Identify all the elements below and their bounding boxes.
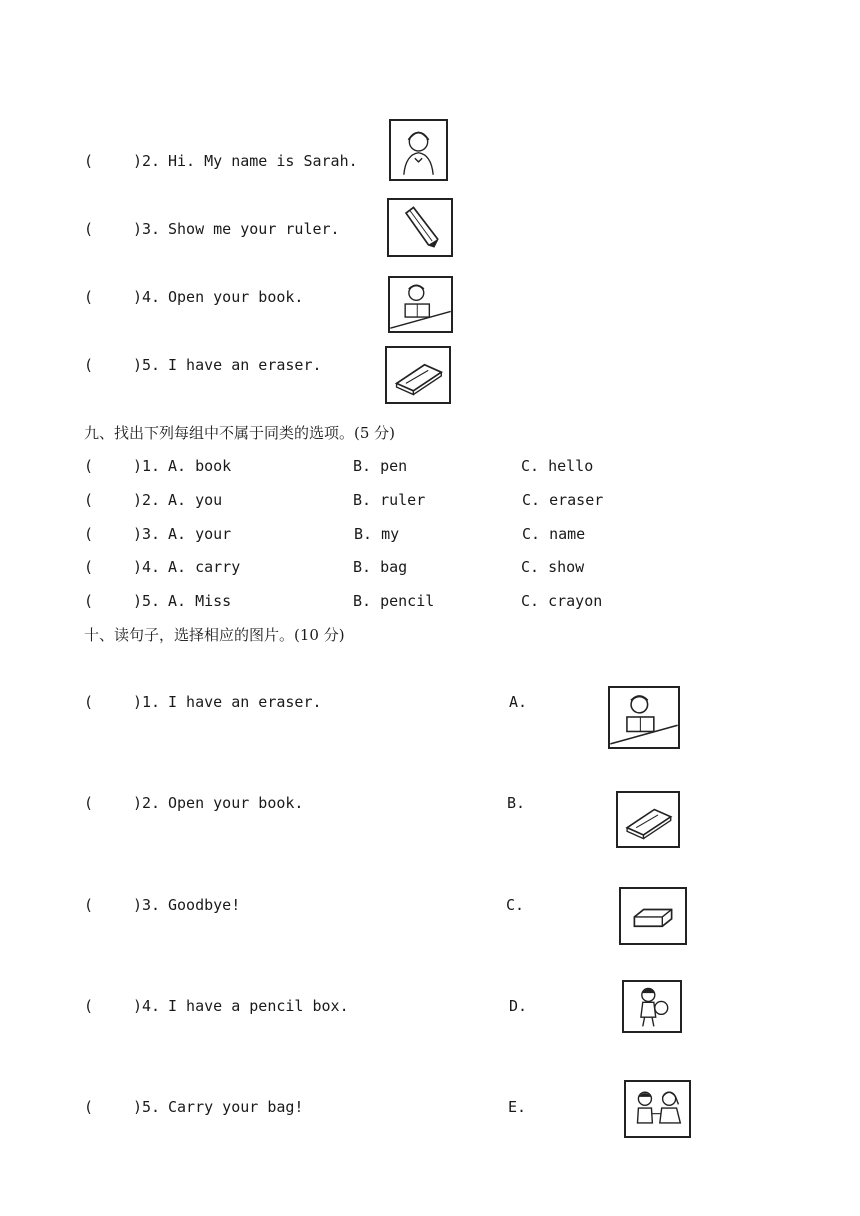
answer-paren: (	[84, 356, 94, 374]
question-text: Goodbye!	[168, 896, 241, 914]
option-b: B. pen	[353, 457, 408, 475]
question-number: )4.	[133, 997, 161, 1015]
answer-paren: (	[84, 592, 94, 610]
answer-paren: (	[84, 558, 94, 576]
question-number: )5.	[133, 1098, 161, 1116]
answer-paren: (	[84, 152, 94, 170]
pencil-icon	[387, 198, 453, 257]
boy-reading-icon	[608, 686, 680, 749]
option-letter: C.	[506, 896, 525, 914]
child-with-bag-icon	[622, 980, 682, 1033]
answer-paren: (	[84, 997, 94, 1015]
answer-paren: (	[84, 794, 94, 812]
option-a: A. you	[168, 491, 223, 509]
question-number: )2.	[133, 152, 161, 170]
question-number: )4.	[133, 558, 161, 576]
pencil-box-icon	[385, 346, 451, 404]
question-number: )3.	[133, 220, 161, 238]
option-b: B. bag	[353, 558, 408, 576]
girl-icon	[389, 119, 448, 181]
option-letter: D.	[509, 997, 528, 1015]
question-number: )4.	[133, 288, 161, 306]
question-text: Open your book.	[168, 288, 304, 306]
question-number: )2.	[133, 794, 161, 812]
answer-paren: (	[84, 220, 94, 238]
question-number: )1.	[133, 693, 161, 711]
option-letter: B.	[507, 794, 526, 812]
boy-reading-icon	[388, 276, 453, 333]
option-a: A. your	[168, 525, 232, 543]
option-a: A. carry	[168, 558, 241, 576]
section-heading: 十、读句子，选择相应的图片。(10 分)	[84, 626, 345, 644]
pencil-box-icon	[616, 791, 680, 848]
option-a: A. Miss	[168, 592, 232, 610]
question-text: Carry your bag!	[168, 1098, 304, 1116]
question-text: Show me your ruler.	[168, 220, 340, 238]
question-text: I have a pencil box.	[168, 997, 349, 1015]
question-text: Hi. My name is Sarah.	[168, 152, 358, 170]
option-c: C. eraser	[522, 491, 604, 509]
question-text: Open your book.	[168, 794, 304, 812]
answer-paren: (	[84, 525, 94, 543]
option-letter: E.	[508, 1098, 527, 1116]
question-text: I have an eraser.	[168, 356, 322, 374]
option-b: B. my	[354, 525, 400, 543]
answer-paren: (	[84, 1098, 94, 1116]
question-number: )5.	[133, 356, 161, 374]
question-number: )3.	[133, 525, 161, 543]
eraser-icon	[619, 887, 687, 945]
two-children-icon	[624, 1080, 691, 1138]
option-c: C. crayon	[521, 592, 603, 610]
option-b: B. pencil	[353, 592, 435, 610]
option-c: C. show	[521, 558, 585, 576]
question-number: )1.	[133, 457, 161, 475]
question-number: )2.	[133, 491, 161, 509]
option-letter: A.	[509, 693, 528, 711]
question-number: )5.	[133, 592, 161, 610]
option-c: C. hello	[521, 457, 594, 475]
option-c: C. name	[522, 525, 586, 543]
answer-paren: (	[84, 457, 94, 475]
answer-paren: (	[84, 896, 94, 914]
answer-paren: (	[84, 491, 94, 509]
option-a: A. book	[168, 457, 232, 475]
answer-paren: (	[84, 288, 94, 306]
option-b: B. ruler	[353, 491, 426, 509]
question-text: I have an eraser.	[168, 693, 322, 711]
question-number: )3.	[133, 896, 161, 914]
answer-paren: (	[84, 693, 94, 711]
section-heading: 九、找出下列每组中不属于同类的选项。(5 分)	[84, 424, 396, 442]
